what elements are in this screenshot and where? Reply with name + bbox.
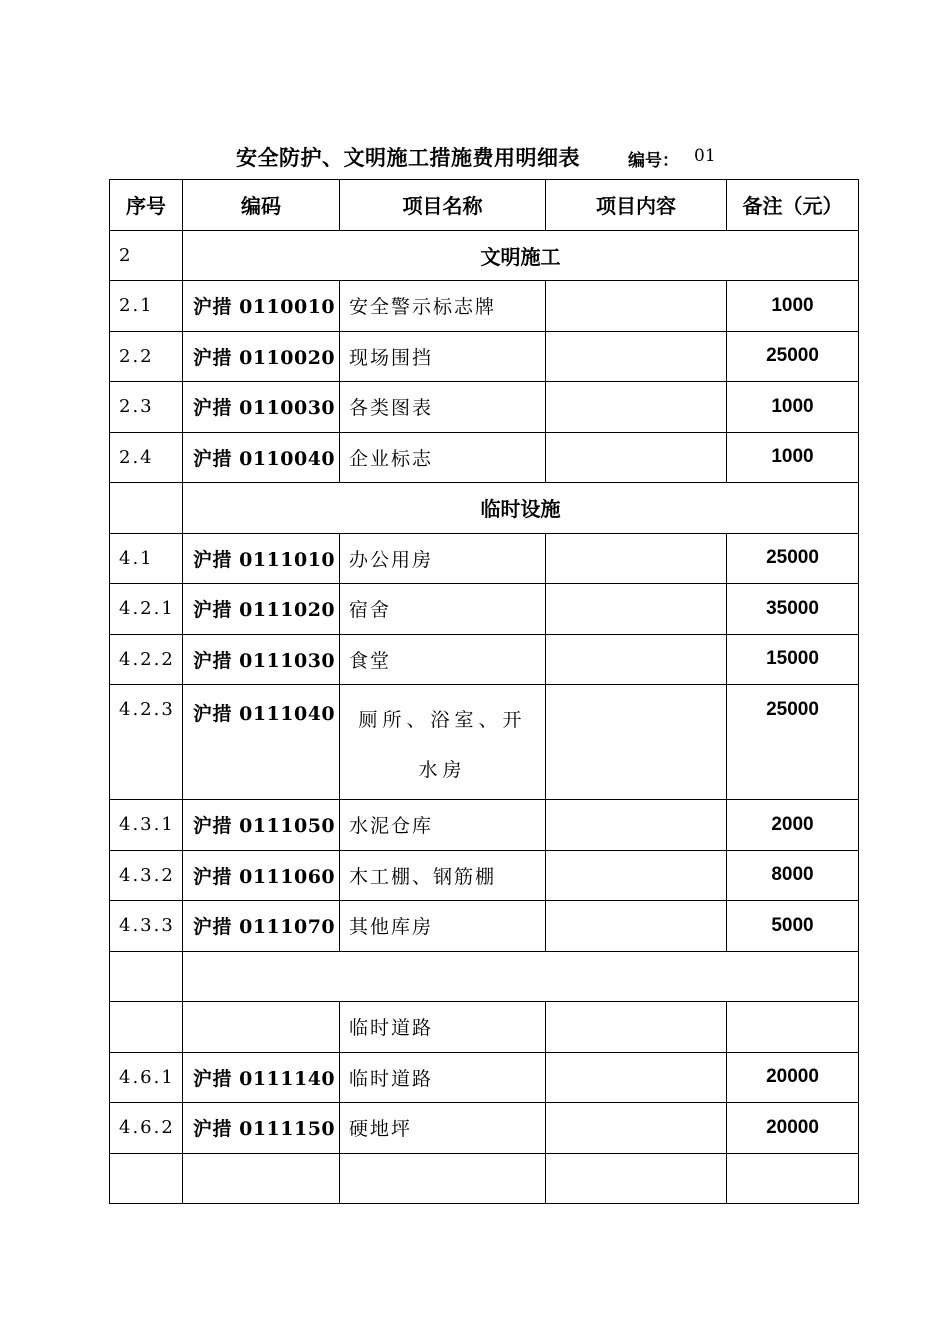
table-row — [110, 331, 859, 382]
row-content — [546, 634, 727, 685]
row-code: 沪措 0110040 — [183, 432, 340, 483]
row-code: 沪措 0110030 — [183, 382, 340, 433]
blank-merged-cell — [183, 951, 859, 1002]
row-number: 2.2 — [110, 331, 183, 382]
row-number: 2.4 — [110, 432, 183, 483]
row-content — [546, 432, 727, 483]
empty-cell — [727, 1153, 859, 1204]
table-row — [110, 800, 859, 851]
row-code: 沪措 0111140 — [183, 1052, 340, 1103]
row-content — [546, 850, 727, 901]
column-header-remark: 备注（元） — [727, 180, 859, 231]
row-number: 4.1 — [110, 533, 183, 584]
row-name: 厕所、浴室、开水房 — [340, 685, 546, 800]
row-content — [546, 1002, 727, 1053]
section-number-empty — [110, 483, 183, 534]
row-amount: 2000 — [727, 800, 859, 851]
table-row — [110, 533, 859, 584]
row-content — [546, 800, 727, 851]
section-title: 文明施工 — [183, 230, 859, 281]
row-number: 4.6.1 — [110, 1052, 183, 1103]
table-row — [110, 382, 859, 433]
page-title: 安全防护、文明施工措施费用明细表 — [236, 146, 580, 170]
row-code: 沪措 0111030 — [183, 634, 340, 685]
row-code: 沪措 0111060 — [183, 850, 340, 901]
column-header-name: 项目名称 — [340, 180, 546, 231]
section-title: 临时设施 — [183, 483, 859, 534]
document-number-label: 编号： — [628, 151, 679, 171]
section-row — [110, 230, 859, 281]
row-number: 4.3.3 — [110, 901, 183, 952]
section-row — [110, 483, 859, 534]
title-row — [0, 142, 950, 172]
table-row — [110, 901, 859, 952]
row-number: 4.6.2 — [110, 1103, 183, 1154]
table-row — [110, 281, 859, 332]
row-amount: 1000 — [727, 382, 859, 433]
row-content — [546, 281, 727, 332]
row-content — [546, 533, 727, 584]
row-number: 4.2.3 — [110, 685, 183, 800]
row-number: 4.2.2 — [110, 634, 183, 685]
table-row — [110, 432, 859, 483]
row-amount: 25000 — [727, 331, 859, 382]
empty-cell — [340, 1153, 546, 1204]
expense-detail-table — [109, 179, 859, 1204]
table-header-row — [110, 180, 859, 231]
row-amount: 25000 — [727, 533, 859, 584]
row-code: 沪措 0111070 — [183, 901, 340, 952]
row-amount: 8000 — [727, 850, 859, 901]
row-amount: 1000 — [727, 432, 859, 483]
row-name: 水泥仓库 — [340, 800, 546, 851]
table-row — [110, 850, 859, 901]
row-number: 4.2.1 — [110, 584, 183, 635]
row-content — [546, 1103, 727, 1154]
row-amount: 20000 — [727, 1103, 859, 1154]
row-name: 宿舍 — [340, 584, 546, 635]
table-row — [110, 1002, 859, 1053]
row-content — [546, 331, 727, 382]
row-code: 沪措 0111010 — [183, 533, 340, 584]
row-number: 4.3.2 — [110, 850, 183, 901]
table-row — [110, 634, 859, 685]
blank-cell — [110, 951, 183, 1002]
row-code: 沪措 0110010 — [183, 281, 340, 332]
row-amount: 20000 — [727, 1052, 859, 1103]
row-number: 2.3 — [110, 382, 183, 433]
row-name: 临时道路 — [340, 1052, 546, 1103]
row-name: 其他库房 — [340, 901, 546, 952]
row-code — [183, 1002, 340, 1053]
row-name: 木工棚、钢筋棚 — [340, 850, 546, 901]
document-number-value: 01 — [694, 146, 716, 166]
row-amount: 35000 — [727, 584, 859, 635]
table-row — [110, 685, 859, 800]
row-content — [546, 1052, 727, 1103]
row-name: 企业标志 — [340, 432, 546, 483]
column-header-code: 编码 — [183, 180, 340, 231]
row-name: 硬地坪 — [340, 1103, 546, 1154]
row-code: 沪措 0111040 — [183, 685, 340, 800]
blank-row — [110, 951, 859, 1002]
empty-row — [110, 1153, 859, 1204]
row-number: 4.3.1 — [110, 800, 183, 851]
row-amount: 5000 — [727, 901, 859, 952]
empty-cell — [546, 1153, 727, 1204]
row-content — [546, 382, 727, 433]
row-amount: 1000 — [727, 281, 859, 332]
column-header-no: 序号 — [110, 180, 183, 231]
row-name: 现场围挡 — [340, 331, 546, 382]
section-number: 2 — [110, 230, 183, 281]
row-name: 办公用房 — [340, 533, 546, 584]
row-code: 沪措 0111050 — [183, 800, 340, 851]
row-name: 安全警示标志牌 — [340, 281, 546, 332]
row-content — [546, 901, 727, 952]
row-name: 临时道路 — [340, 1002, 546, 1053]
row-amount — [727, 1002, 859, 1053]
row-name: 食堂 — [340, 634, 546, 685]
column-header-content: 项目内容 — [546, 180, 727, 231]
row-code: 沪措 0110020 — [183, 331, 340, 382]
row-name: 各类图表 — [340, 382, 546, 433]
empty-cell — [183, 1153, 340, 1204]
row-amount: 25000 — [727, 685, 859, 800]
table-row — [110, 1103, 859, 1154]
row-content — [546, 584, 727, 635]
table-row — [110, 584, 859, 635]
table-row — [110, 1052, 859, 1103]
row-amount: 15000 — [727, 634, 859, 685]
row-number — [110, 1002, 183, 1053]
row-code: 沪措 0111150 — [183, 1103, 340, 1154]
empty-cell — [110, 1153, 183, 1204]
row-code: 沪措 0111020 — [183, 584, 340, 635]
row-content — [546, 685, 727, 800]
row-number: 2.1 — [110, 281, 183, 332]
